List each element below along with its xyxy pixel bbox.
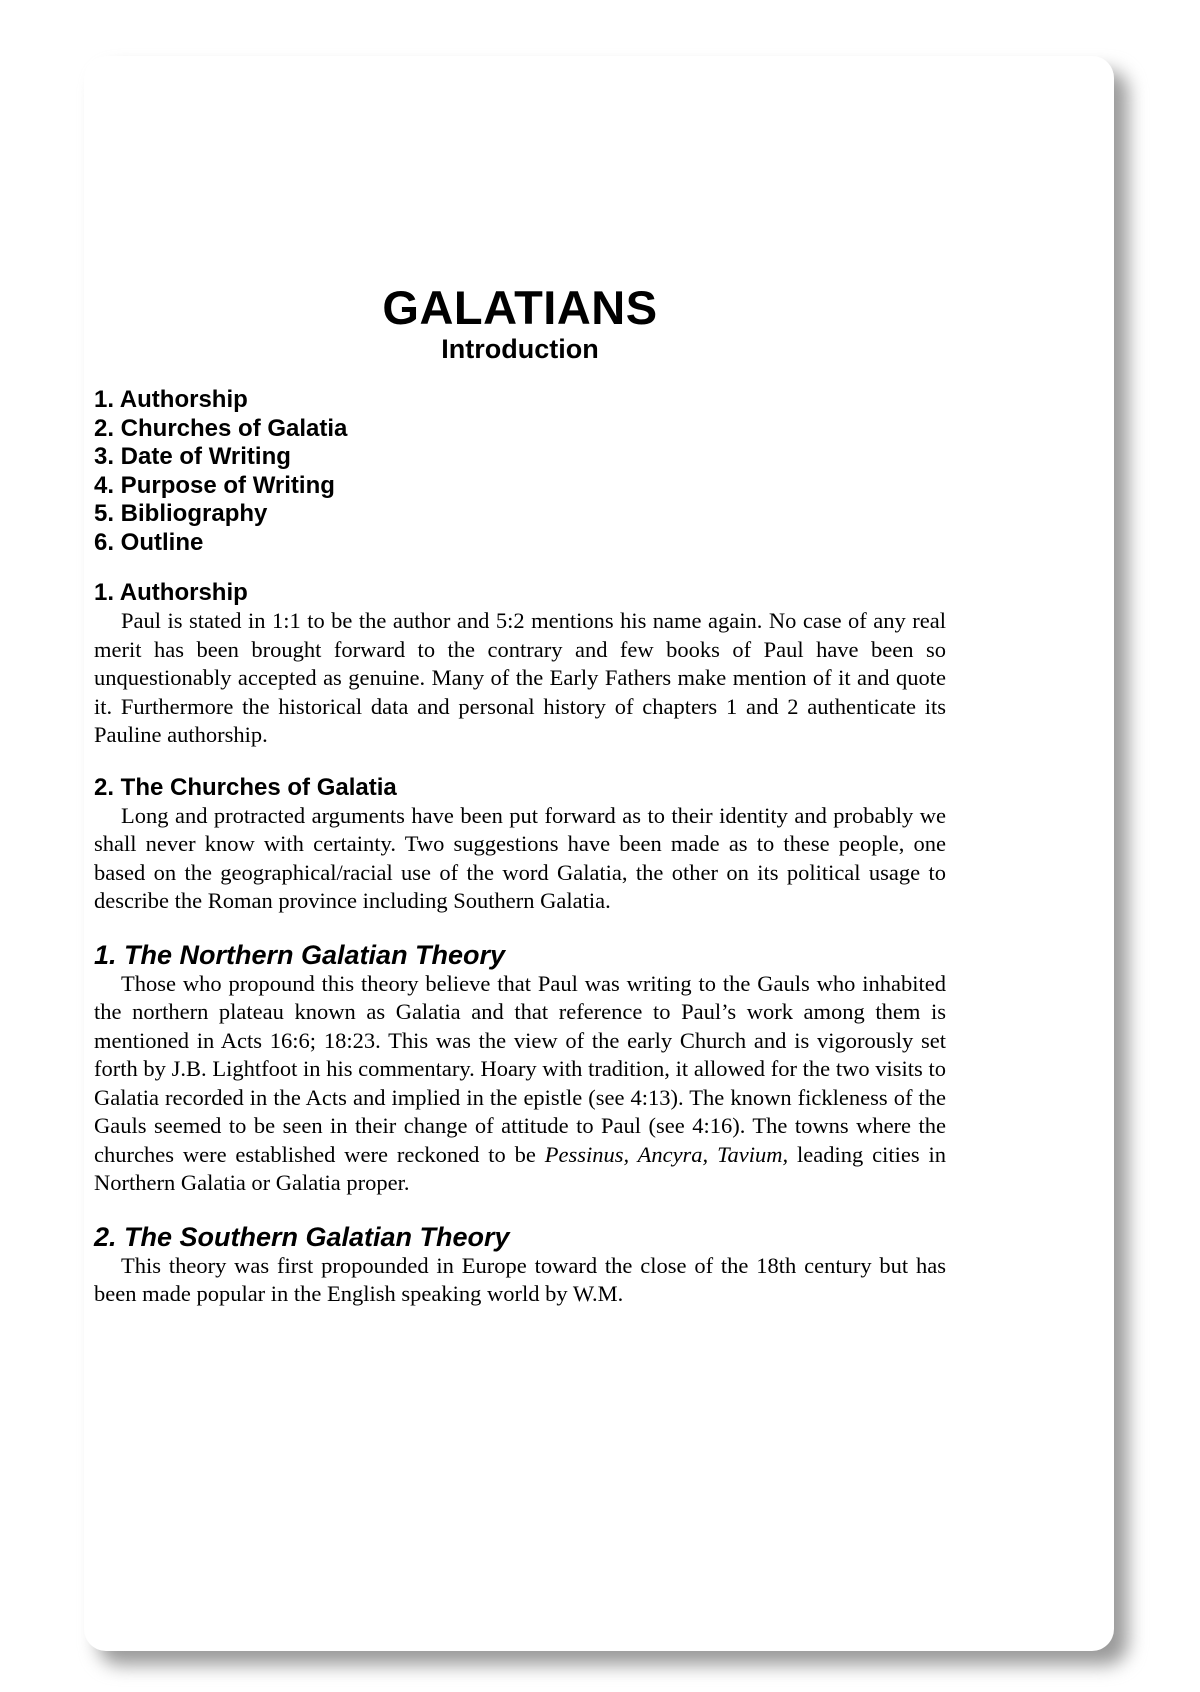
document-subtitle: Introduction (441, 334, 599, 364)
paragraph-northern-theory (94, 970, 946, 1198)
northern-text-before: Those who propound this theory believe that Paul was writing to the Gauls who inhabited the northern plateau known as Galatia and that reference to Paul’s work among them is mentioned in Acts 16:6; 18:23. This was the view of the early Church and is vigorously set forth by J.B. Lightfoot in his commentary. Hoary with tradition, it allowed for the two visits to Galatia recorded in the Acts and implied in the epistle (see 4:13). The known fickleness of the Gauls seemed to be seen in their change of attitude to Paul (see 4:16). The towns where the churches were established were reckoned to be (94, 970, 946, 1167)
northern-text-after: leading cities in Northern Galatia or Galatia proper. (94, 1141, 946, 1195)
section-heading-churches: 2. The Churches of Galatia (94, 773, 397, 801)
northern-town-names: Pessinus, Ancyra, Tavium, (544, 1141, 789, 1167)
toc-item: 4. Purpose of Writing (94, 471, 335, 499)
document-title: GALATIANS (382, 281, 658, 334)
toc-item: 1. Authorship (94, 386, 248, 413)
paragraph-churches: Long and protracted arguments have been put forward as to their identity and probably we shall never know with certainty. Two suggestions have been made as to these people, one based on the geographical/racial use of the word Galatia, the other on its political usage to describe the Roman province including Southern Galatia. (94, 802, 946, 913)
toc-item: 3. Date of Writing (94, 443, 291, 470)
paragraph-southern-theory: This theory was first propounded in Europe toward the close of the 18th century but has been made popular in the English speaking world by W.M. (94, 1252, 946, 1306)
toc-item: 5. Bibliography (94, 500, 268, 527)
toc-item: 2. Churches of Galatia (94, 414, 348, 442)
paragraph-authorship: Paul is stated in 1:1 to be the author and 5:2 mentions his name again. No case of any real merit has been brought forward to the contrary and few books of Paul have been so unquestionably accepted as genuine. Many of the Early Fathers make mention of it and quote it. Furthermore the historical data and personal history of chapters 1 and 2 authenticate its Pauline authorship. (94, 608, 946, 747)
section-heading-authorship: 1. Authorship (94, 579, 248, 606)
subheading-northern-theory: 1. The Northern Galatian Theory (94, 939, 506, 970)
subheading-southern-theory: 2. The Southern Galatian Theory (94, 1221, 510, 1252)
page-content (94, 282, 946, 1309)
table-of-contents (94, 386, 946, 557)
toc-item: 6. Outline (94, 528, 204, 556)
